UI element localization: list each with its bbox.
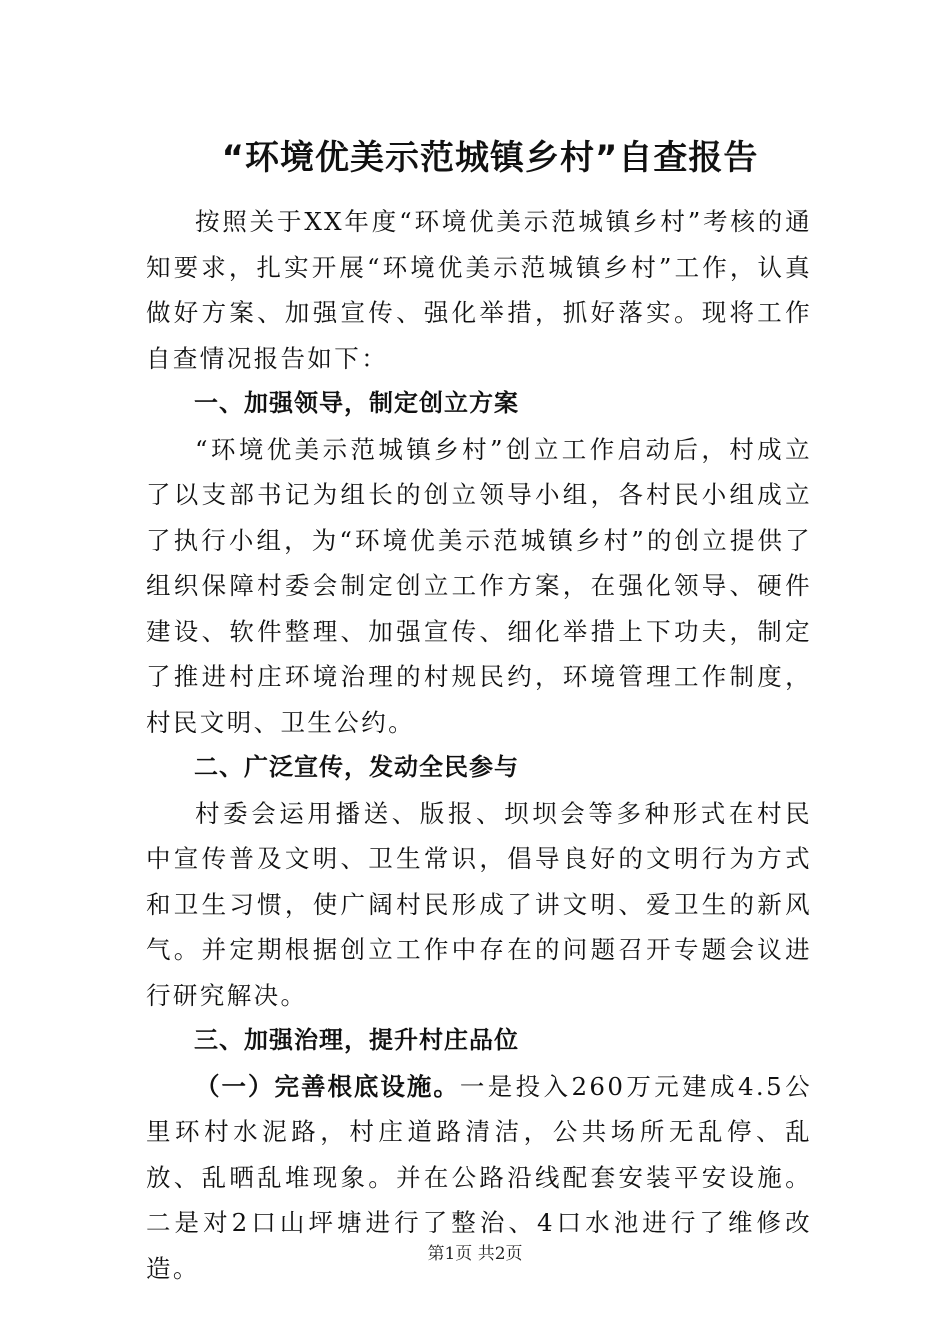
intro-paragraph: 按照关于XX年度“环境优美示范城镇乡村”考核的通知要求，扎实开展“环境优美示范城镇乡村”工作，认真做好方案、加强宣传、强化举措，抓好落实。现将工作自查情况报告如下： [146,207,812,373]
section-heading-2: 二、广泛宣传，发动全民参与 [194,753,519,781]
section-heading-1: 一、加强领导，制定创立方案 [194,389,519,417]
section-paragraph-1: “环境优美示范城镇乡村”创立工作启动后，村成立了以支部书记为组长的创立领导小组，各村民小组成立了执行小组，为“环境优美示范城镇乡村”的创立提供了组织保障村委会制定创立工作方案，在强化领导、硬件建设、软件整理、加强宣传、细化举措上下功夫，制定了推进村庄环境治理的村规民约，环境管理工作制度，村民文明、卫生公约。 [146,434,812,737]
document-body [146,199,812,1291]
section-heading-3: 三、加强治理，提升村庄品位 [194,1026,519,1054]
document-title: “环境优美示范城镇乡村”自查报告 [221,138,759,178]
subsection-text-1: 一是投入260万元建成4.5公里环村水泥路，村庄道路清洁，公共场所无乱停、乱放、乱晒乱堆现象。并在公路沿线配套安装平安设施。二是对2口山坪塘进行了整治、4口水池进行了维修改造。 [146,1071,812,1283]
subsection-lead-1: （一）完善根底设施。 [195,1071,460,1101]
page-footer: 第1页 共2页 [427,1244,523,1264]
section-paragraph-2: 村委会运用播送、版报、坝坝会等多种形式在村民中宣传普及文明、卫生常识，倡导良好的文明行为方式和卫生习惯，使广阔村民形成了讲文明、爱卫生的新风气。并定期根据创立工作中存在的问题召开专题会议进行研究解决。 [146,798,812,1010]
